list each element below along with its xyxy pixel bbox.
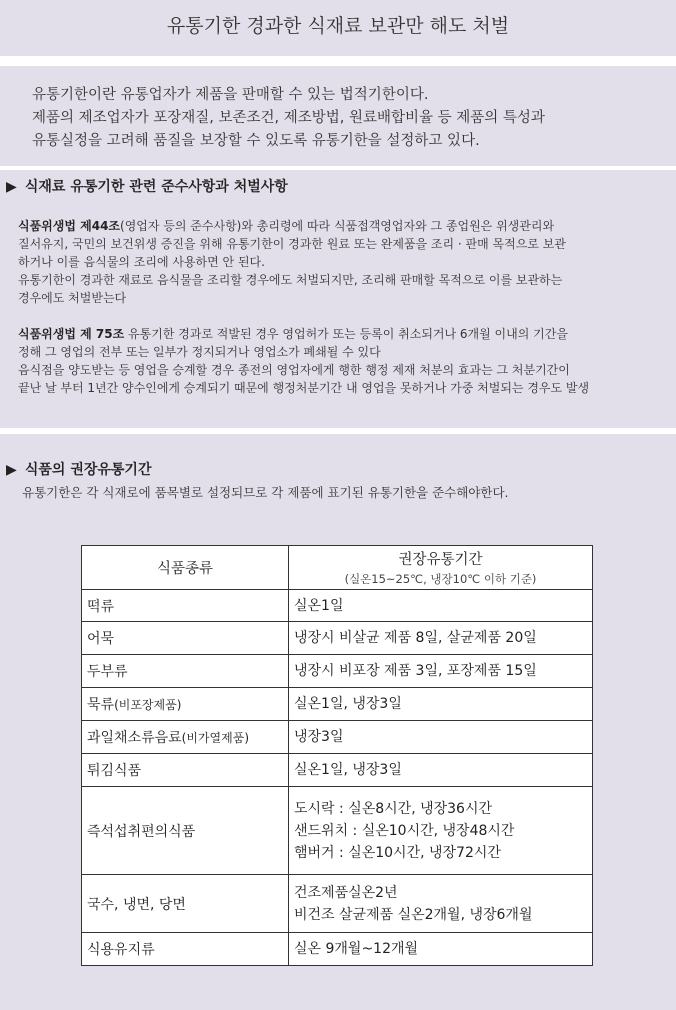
table-header-row (82, 546, 593, 590)
shelf-life-line: 실온1일 (294, 597, 344, 614)
shelf-life-line: 실온 9개월~12개월 (294, 941, 419, 957)
divider (0, 428, 676, 434)
law-text: 정해 그 영업의 전부 또는 일부가 정지되거나 영업소가 폐쇄될 수 있다 (18, 345, 381, 359)
law-title: 식품위생법 제 75조 (18, 327, 125, 341)
column-header-period-sub: (실온15~25℃, 냉장10℃ 이하 기준) (344, 572, 537, 586)
table-row (82, 787, 593, 875)
section-heading-text: 식품의 권장유통기간 (24, 462, 152, 478)
shelf-life-cell (289, 590, 593, 622)
table-row (82, 721, 593, 754)
law-75-paragraph (18, 325, 668, 397)
law-text: (영업자 등의 준수사항)와 총리령에 따라 식품접객영업자와 그 종업원은 위생관리와 (120, 219, 555, 233)
food-type-label: 즉석섭취편의식품 (87, 823, 196, 840)
intro-line: 제품의 제조업자가 포장재질, 보존조건, 제조방법, 원료배합비율 등 제품의 특성과 (32, 110, 545, 126)
shelf-life-line: 비건조 살균제품 실온2개월, 냉장6개월 (294, 906, 533, 923)
law-text: 경우에도 처벌받는다 (18, 291, 127, 305)
shelf-life-cell (289, 787, 593, 875)
shelf-life-cell (289, 721, 593, 754)
shelf-life-line: 실온1일, 냉장3일 (294, 696, 402, 712)
food-type-note: (비포장제품) (114, 698, 182, 712)
food-type-label: 식용유지류 (87, 942, 155, 958)
food-type-cell (82, 754, 289, 787)
shelf-life-cell (289, 688, 593, 721)
shelf-life-cell (289, 933, 593, 966)
section-heading-shelf-life (6, 459, 151, 479)
shelf-life-line: 샌드위치 : 실온10시간, 냉장48시간 (294, 822, 515, 839)
food-type-label: 떡류 (87, 598, 115, 615)
table-row (82, 655, 593, 688)
table-row (82, 590, 593, 622)
shelf-life-line: 실온1일, 냉장3일 (294, 762, 402, 778)
food-type-cell (82, 655, 289, 688)
food-type-cell (82, 787, 289, 875)
shelf-life-cell (289, 875, 593, 933)
column-header-period-label: 권장유통기간 (398, 552, 483, 568)
food-type-label: 국수, 냉면, 당면 (87, 896, 186, 913)
section-heading-regulations (6, 176, 288, 196)
column-header-food-type: 식품종류 (82, 546, 289, 590)
law-text: 질서유지, 국민의 보건위생 증진을 위해 유통기한이 경과한 원료 또는 완제품을 조리 · 판매 목적으로 보관 (18, 237, 566, 251)
law-text: 끝난 날 부터 1년간 양수인에게 승계되기 때문에 행정처분기간 내 영업을 못하거나 가중 처벌되는 경우도 발생 (18, 381, 590, 395)
law-text: 유통기한이 경과한 재료로 음식물을 조리할 경우에도 처벌되지만, 조리해 판매할 목적으로 이를 보관하는 (18, 273, 563, 287)
food-type-label: 과일채소류음료 (87, 730, 182, 746)
table-row (82, 875, 593, 933)
triangle-bullet-icon: ▶ (6, 179, 17, 195)
page-title: 유통기한 경과한 식재료 보관만 해도 처벌 (0, 0, 676, 56)
triangle-bullet-icon: ▶ (6, 462, 17, 478)
shelf-life-cell (289, 754, 593, 787)
shelf-life-line: 건조제품실온2년 (294, 884, 398, 901)
shelf-life-line: 냉장시 비살균 제품 8일, 살균제품 20일 (294, 630, 537, 646)
shelf-life-line: 햄버거 : 실온10시간, 냉장72시간 (294, 844, 501, 861)
law-text: 유통기한 경과로 적발된 경우 영업허가 또는 등록이 취소되거나 6개월 이내의 기간을 (124, 327, 568, 341)
law-title: 식품위생법 제44조 (18, 219, 121, 233)
food-type-label: 어묵 (87, 631, 115, 647)
shelf-life-line: 냉장시 비포장 제품 3일, 포장제품 15일 (294, 663, 537, 679)
food-type-cell (82, 622, 289, 655)
intro-line: 유통실정을 고려해 품질을 보장할 수 있도록 유통기한을 설정하고 있다. (32, 133, 480, 149)
shelf-life-line: 냉장3일 (294, 729, 344, 745)
shelf-life-table (81, 545, 593, 966)
food-type-cell (82, 688, 289, 721)
divider (0, 56, 676, 66)
food-type-cell (82, 590, 289, 622)
divider (0, 166, 676, 170)
law-44-paragraph (18, 217, 668, 307)
food-type-cell (82, 875, 289, 933)
section-heading-text: 식재료 유통기한 관련 준수사항과 처벌사항 (24, 179, 288, 195)
law-text: 음식점을 양도받는 등 영업을 승계할 경우 종전의 영업자에게 행한 행정 제재 처분의 효과는 그 처분기간이 (18, 363, 570, 377)
food-type-cell (82, 933, 289, 966)
intro-paragraph (32, 84, 652, 153)
table-row (82, 622, 593, 655)
shelf-life-note: 유통기한은 각 식재로에 품목별로 설정되므로 각 제품에 표기된 유통기한을 준수해야한다. (22, 485, 509, 500)
food-type-label: 두부류 (87, 664, 128, 680)
column-header-period (289, 546, 593, 590)
table-row (82, 754, 593, 787)
intro-line: 유통기한이란 유통업자가 제품을 판매할 수 있는 법적기한이다. (32, 87, 429, 103)
food-type-label: 튀김식품 (87, 763, 142, 779)
table-row (82, 688, 593, 721)
food-type-note: (비가열제품) (181, 731, 249, 745)
table-row (82, 933, 593, 966)
shelf-life-cell (289, 622, 593, 655)
food-type-label: 묵류 (87, 697, 115, 713)
law-text: 하거나 이를 음식물의 조리에 사용하면 안 된다. (18, 255, 265, 269)
food-type-cell (82, 721, 289, 754)
shelf-life-cell (289, 655, 593, 688)
shelf-life-line: 도시락 : 실온8시간, 냉장36시간 (294, 800, 493, 817)
